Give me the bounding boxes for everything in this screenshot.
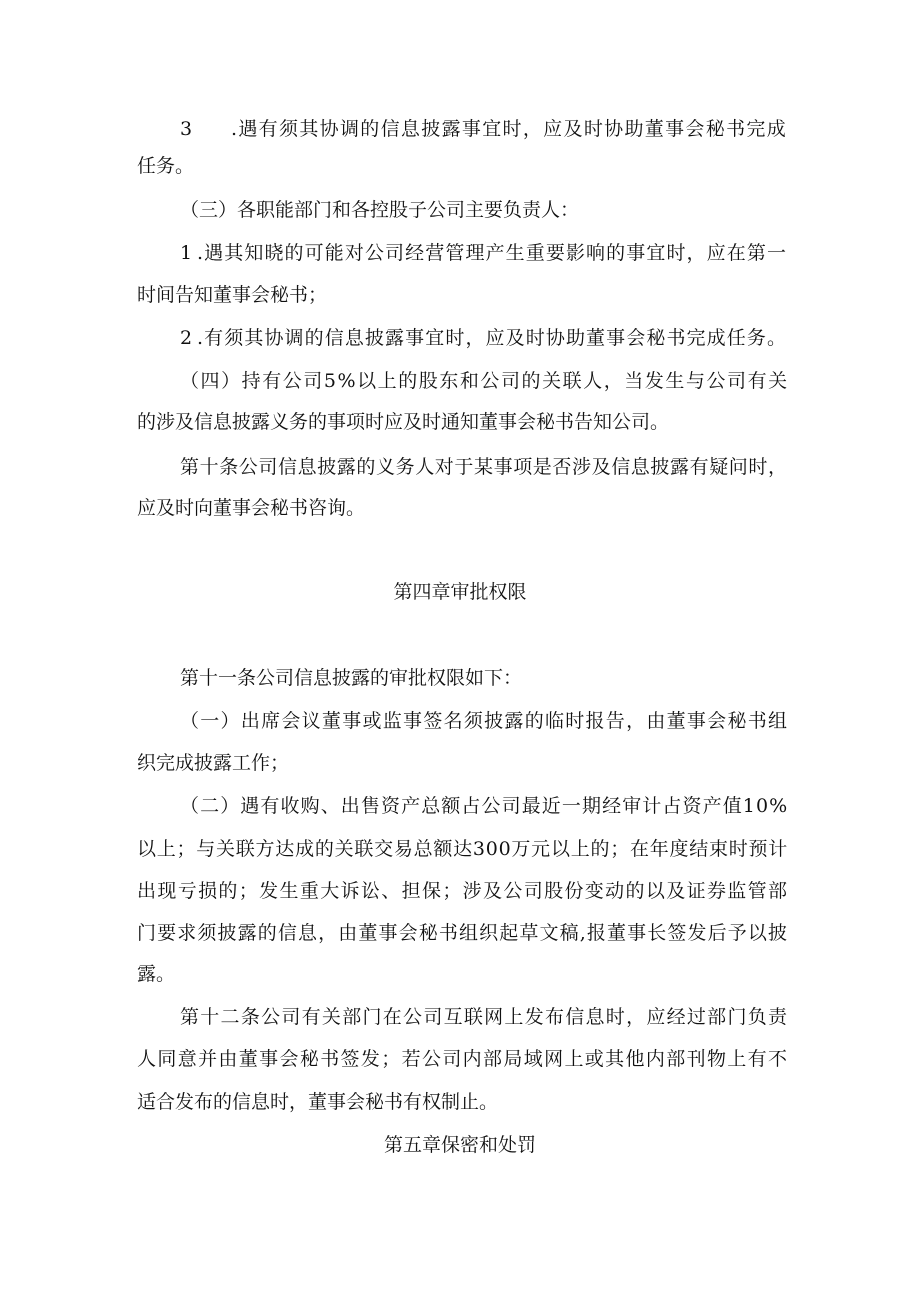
item-number: 3	[180, 118, 194, 140]
paragraph-line: 适合发布的信息时，董事会秘书有权制止。	[137, 1091, 499, 1113]
line-text: .有须其协调的信息披露事宜时，应及时协助董事会秘书完成任务。	[197, 327, 788, 349]
paragraph-line: 出现亏损的；发生重大诉讼、担保；涉及公司股份变动的以及证券监管部	[137, 880, 789, 902]
paragraph-line: 织完成披露工作；	[137, 752, 290, 774]
line-text: .遇有须其协调的信息披露事宜时，应及时协助董事会秘书完成	[231, 118, 788, 140]
line-text: .遇其知晓的可能对公司经营管理产生重要影响的事宜时，应在第一	[197, 242, 788, 264]
section-4-line: （四）持有公司5%以上的股东和公司的关联人，当发生与公司有关	[180, 370, 789, 392]
article-11-line: 第十一条公司信息披露的审批权限如下：	[180, 667, 523, 689]
item-number: 2	[180, 327, 194, 349]
section-3-heading: （三）各职能部门和各控股子公司主要负责人：	[180, 199, 580, 221]
item-1-line	[180, 241, 787, 265]
item-3-line	[180, 117, 787, 141]
paragraph-line: 时间告知董事会秘书；	[137, 284, 328, 306]
paragraph-line: 露。	[137, 963, 176, 985]
paragraph-line: 应及时向董事会秘书咨询。	[137, 497, 366, 519]
paragraph-line: 的涉及信息披露义务的事项时应及时通知董事会秘书告知公司。	[137, 411, 670, 433]
chapter-5-title: 第五章保密和处罚	[383, 1134, 536, 1156]
article-10-line: 第十条公司信息披露的义务人对于某事项是否涉及信息披露有疑问时，	[180, 456, 788, 478]
paragraph-line: 人同意并由董事会秘书签发；若公司内部局域网上或其他内部刊物上有不	[137, 1048, 789, 1070]
paragraph-line: 以上；与关联方达成的关联交易总额达300万元以上的；在年度结束时预计	[137, 838, 789, 860]
item-two-line: （二）遇有收购、出售资产总额占公司最近一期经审计占资产值10%	[180, 795, 789, 817]
item-2-line	[180, 326, 787, 350]
item-number: 1	[180, 242, 194, 264]
item-one-line: （一）出席会议董事或监事签名须披露的临时报告，由董事会秘书组	[180, 710, 789, 732]
article-12-line: 第十二条公司有关部门在公司互联网上发布信息时，应经过部门负责	[180, 1006, 789, 1028]
paragraph-line: 任务。	[137, 155, 195, 177]
paragraph-line: 门要求须披露的信息，由董事会秘书组织起草文稿,报董事长签发后予以披	[137, 922, 789, 944]
chapter-4-title: 第四章审批权限	[393, 581, 527, 603]
